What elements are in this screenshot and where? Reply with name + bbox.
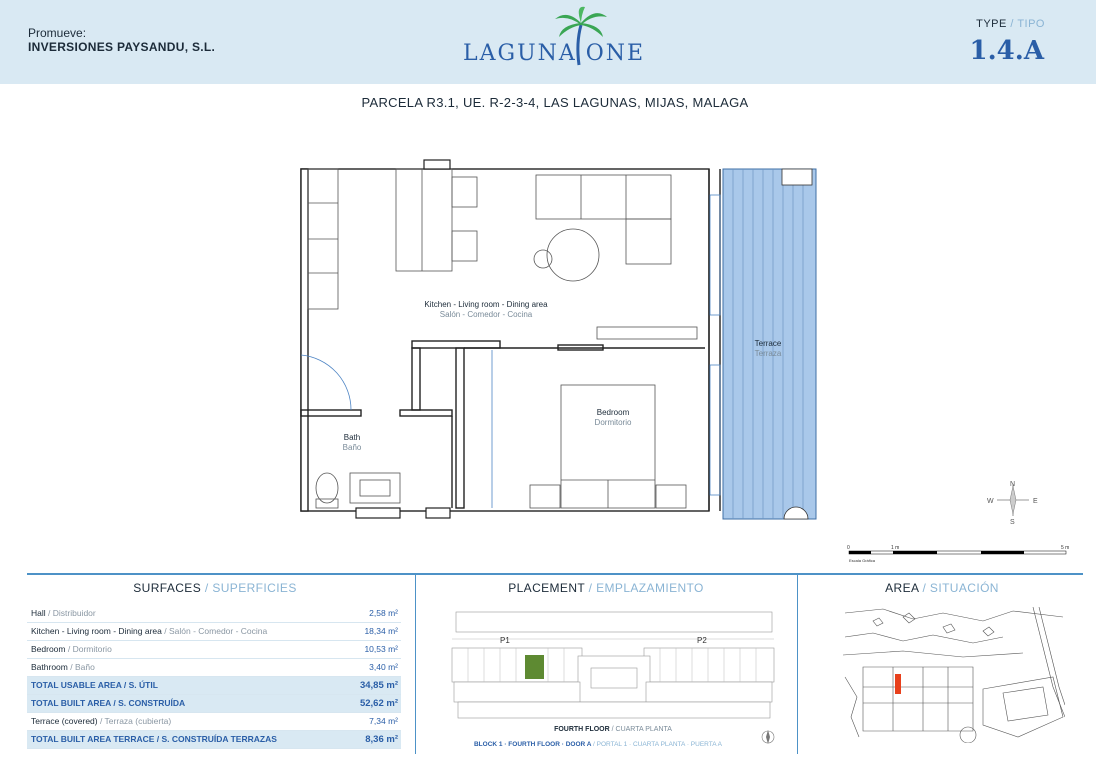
- surface-row-total-terrace: TOTAL BUILT AREA TERRACE / S. CONSTRUÍDA TERRAZAS 8,36 m²: [27, 731, 401, 749]
- compass-w-label: W: [987, 498, 994, 505]
- p2-label: P2: [697, 636, 707, 645]
- compass-rose: [985, 480, 1045, 530]
- surfaces-table: [27, 605, 401, 749]
- scale-caption: Escala Gráfica: [849, 558, 876, 563]
- compass-e-label: E: [1033, 498, 1038, 505]
- page-header: [0, 0, 1096, 84]
- area-title: AREA / SITUACIÓN: [885, 581, 999, 595]
- area-map: [843, 607, 1065, 743]
- placement-diagram: [448, 606, 778, 754]
- promoter-label: Promueve:: [28, 26, 87, 40]
- scale-five-label: 5 m: [1061, 545, 1070, 551]
- compass-s-label: S: [1010, 519, 1015, 526]
- panel-separator-2: [797, 574, 798, 754]
- placement-floor-label: FOURTH FLOOR / CUARTA PLANTA: [554, 726, 672, 733]
- panel-divider: [27, 573, 1083, 575]
- apartment-highlight: [525, 655, 544, 679]
- kitchen-room-label: Kitchen - Living room - Dining area Salón - Comedor - Cocina: [424, 300, 548, 319]
- surface-row-total-built: TOTAL BUILT AREA / S. CONSTRUÍDA 52,62 m²: [27, 695, 401, 713]
- location-highlight: [895, 674, 901, 694]
- placement-block-label: BLOCK 1 · FOURTH FLOOR · DOOR A / PORTAL 1 · CUARTA PLANTA · PUERTA A: [473, 741, 722, 748]
- placement-title: PLACEMENT / EMPLAZAMIENTO: [508, 581, 704, 595]
- panel-separator-1: [415, 574, 416, 754]
- bedroom-room-label: Bedroom Dormitorio: [594, 408, 632, 427]
- address-title: PARCELA R3.1, UE. R-2-3-4, LAS LAGUNAS, MIJAS, MALAGA: [361, 95, 749, 110]
- surface-row-bedroom: Bedroom / Dormitorio 10,53 m²: [27, 641, 401, 659]
- bath-room-label: Bath Baño: [342, 433, 362, 452]
- surfaces-title: SURFACES / SUPERFICIES: [133, 581, 297, 595]
- scale-one-label: 1 m: [891, 545, 900, 551]
- type-label: TYPE / TIPO: [976, 18, 1045, 30]
- floor-plan: [290, 155, 830, 525]
- p1-label: P1: [500, 636, 510, 645]
- type-value: 1.4.A: [969, 36, 1044, 66]
- surface-row-total-usable: TOTAL USABLE AREA / S. ÚTIL 34,85 m²: [27, 677, 401, 695]
- compass-n-label: N: [1010, 481, 1016, 488]
- surface-row-terrace: Terrace (covered) / Terraza (cubierta) 7,34 m²: [27, 713, 401, 731]
- surface-row-kitchen: Kitchen - Living room - Dining area / Salón - Comedor - Cocina 18,34 m²: [27, 623, 401, 641]
- surface-row-bathroom: Bathroom / Baño 3,40 m²: [27, 659, 401, 677]
- surface-row-hall: Hall / Distribuidor 2,58 m²: [27, 605, 401, 623]
- scale-zero-label: 0: [847, 545, 850, 551]
- terrace-room-label: Terrace Terraza: [754, 339, 782, 358]
- scale-bar: [846, 543, 1071, 567]
- logo-text: LAGUNA ONE: [463, 41, 646, 66]
- laguna-one-logo: [455, 5, 655, 73]
- promoter-name: INVERSIONES PAYSANDU, S.L.: [28, 40, 216, 54]
- compass-icon: [985, 480, 1045, 530]
